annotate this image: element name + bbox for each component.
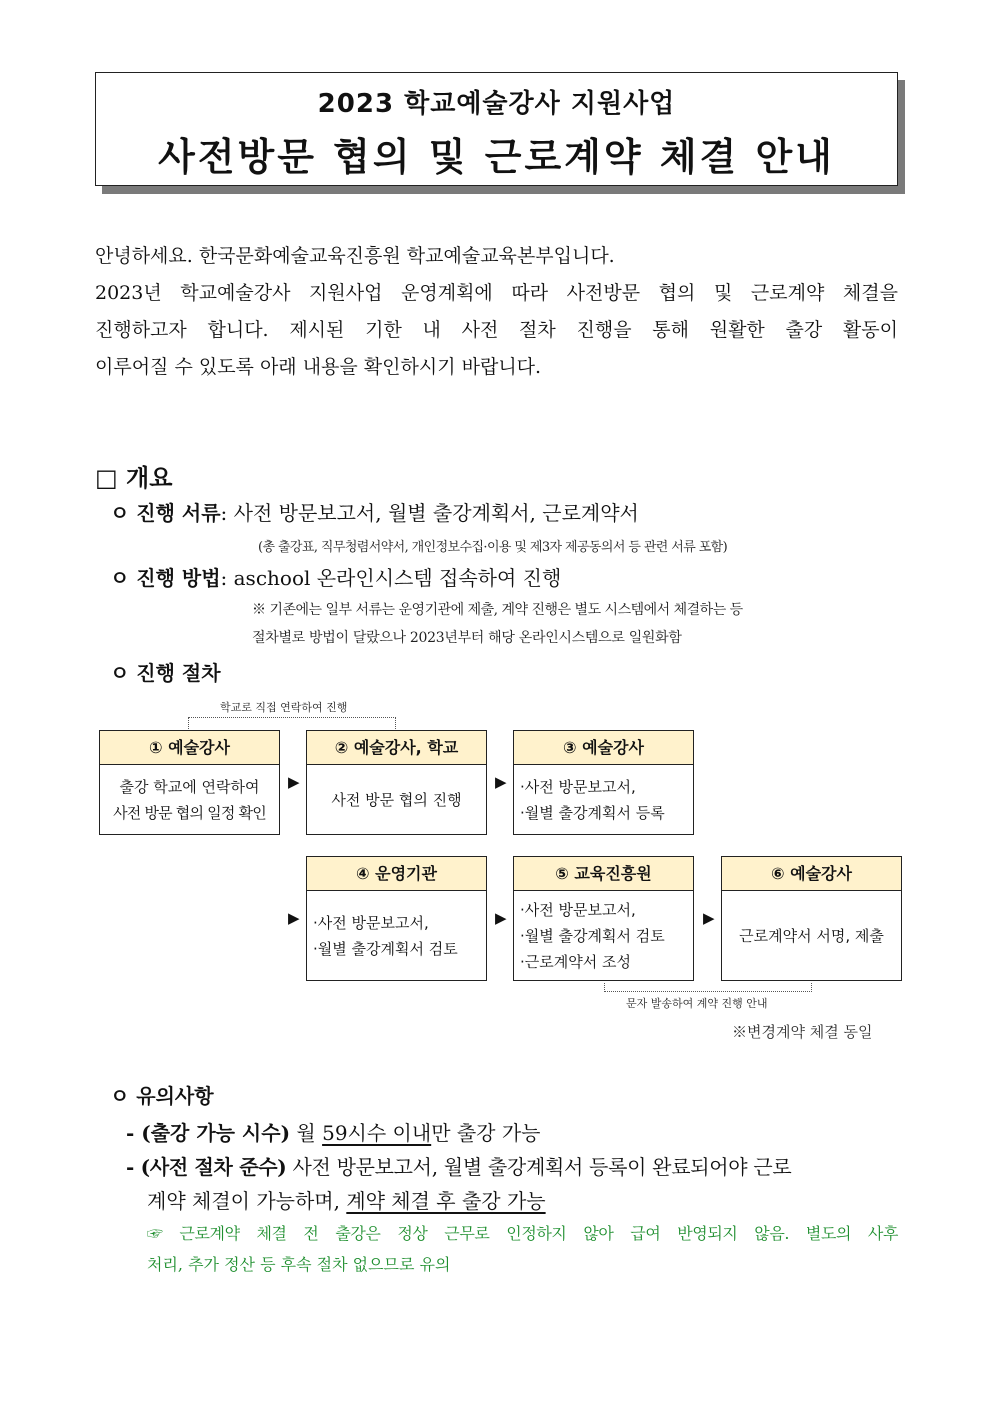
- warning-line-1: ☞ 근로계약 체결 전 출강은 정상 근무로 인정하지 않아 급여 반영되지 않음. 별도의 사후: [147, 1224, 898, 1243]
- note-item-1: [126, 1117, 541, 1146]
- step-1-body: [100, 765, 279, 834]
- flow-footnote: ※변경계약 체결 동일: [732, 1023, 873, 1041]
- step-5-box: [513, 856, 694, 981]
- note-item-2-text: 사전 방문보고서, 월별 출강계획서 등록이 완료되어야 근로: [286, 1155, 792, 1179]
- step-1-line-1: 출강 학교에 연락하여: [119, 777, 260, 796]
- note-item-1-post: 만 출강 가능: [431, 1121, 541, 1145]
- warning-note: [147, 1218, 898, 1280]
- intro-line2: 2023년 학교예술강사 지원사업 운영계획에 따라 사전방문 협의 및 근로계약 체결을: [95, 282, 898, 304]
- step-4-box: [306, 856, 487, 981]
- step-6-line-1: 근로계약서 서명, 제출: [739, 926, 884, 945]
- step-5-line-1: ·사전 방문보고서,: [520, 900, 636, 919]
- method-note-2: 절차별로 방법이 달랐으나 2023년부터 해당 온라인시스템으로 일원화함: [252, 630, 682, 646]
- arrow-2-3: ▶: [495, 773, 507, 791]
- overview-heading: □ 개요: [95, 464, 173, 492]
- step-3-box: [513, 730, 694, 835]
- arrow-4-5: ▶: [495, 909, 507, 927]
- step-5-line-3: ·근로계약서 조성: [520, 952, 631, 971]
- step-1-box: [99, 730, 280, 835]
- step-4-body: [307, 891, 486, 980]
- arrow-5-6: ▶: [703, 909, 715, 927]
- note-item-1-underline: 59시수 이내: [322, 1121, 432, 1145]
- bracket-top: [188, 717, 396, 729]
- process-bullet: [110, 657, 221, 686]
- step-4-header: ④ 운영기관: [307, 857, 486, 891]
- docs-label: ㅇ 진행 서류: [110, 501, 221, 525]
- step-1-line-2: 사전 방문 협의 일정 확인: [113, 803, 266, 822]
- step-5-header: ⑤ 교육진흥원: [514, 857, 693, 891]
- title-box: [95, 72, 898, 186]
- step-2-header: ② 예술강사, 학교: [307, 731, 486, 765]
- warning-line-2: 처리, 추가 정산 등 후속 절차 없으므로 유의: [147, 1255, 451, 1274]
- note-item-2-label: - (사전 절차 준수): [126, 1155, 287, 1179]
- docs-note: (총 출강표, 직무청렴서약서, 개인정보수집·이용 및 제3자 제공동의서 등 관련 서류 포함): [258, 540, 728, 555]
- step-4-line-2: ·월별 출강계획서 검토: [313, 939, 458, 958]
- step-3-line-2: ·월별 출강계획서 등록: [520, 803, 665, 822]
- arrow-1-2: ▶: [288, 773, 300, 791]
- method-label: ㅇ 진행 방법: [110, 566, 221, 590]
- title-line1: 2023 학교예술강사 지원사업: [317, 89, 676, 119]
- note-item-2: [126, 1151, 898, 1180]
- step-6-body: [722, 891, 901, 980]
- step-6-header: ⑥ 예술강사: [722, 857, 901, 891]
- arrow-to-4: ▶: [288, 909, 300, 927]
- method-value: : aschool 온라인시스템 접속하여 진행: [220, 566, 562, 590]
- note-item-1-label: - (출강 가능 시수): [126, 1121, 291, 1145]
- intro-paragraph: [95, 238, 898, 386]
- docs-value: : 사전 방문보고서, 월별 출강계획서, 근로계약서: [220, 501, 639, 525]
- step-1-header: ① 예술강사: [100, 731, 279, 765]
- note-item-1-pre: 월: [290, 1121, 323, 1145]
- docs-bullet: [110, 497, 639, 526]
- notes-heading: ㅇ 유의사항: [110, 1084, 214, 1108]
- step-4-line-1: ·사전 방문보고서,: [313, 913, 429, 932]
- bracket-bottom: [604, 983, 812, 992]
- step-3-body: [514, 765, 693, 834]
- intro-line1: 안녕하세요. 한국문화예술교육진흥원 학교예술교육본부입니다.: [95, 245, 615, 267]
- intro-line3: 진행하고자 합니다. 제시된 기한 내 사전 절차 진행을 통해 원활한 출강 활동이: [95, 319, 898, 341]
- step-5-body: [514, 891, 693, 980]
- process-label: ㅇ 진행 절차: [110, 661, 221, 685]
- note-item-2-line2-underline: 계약 체결 후 출강 가능: [346, 1189, 546, 1213]
- step-2-box: [306, 730, 487, 835]
- intro-line4: 이루어질 수 있도록 아래 내용을 확인하시기 바랍니다.: [95, 356, 542, 378]
- method-bullet: [110, 562, 561, 591]
- bracket-bottom-label: 문자 발송하여 계약 진행 안내: [626, 997, 768, 1010]
- step-6-box: [721, 856, 902, 981]
- step-2-body: [307, 765, 486, 834]
- step-3-header: ③ 예술강사: [514, 731, 693, 765]
- note-item-2-line2-pre: 계약 체결이 가능하며,: [147, 1189, 347, 1213]
- method-note-1: ※ 기존에는 일부 서류는 운영기관에 제출, 계약 진행은 별도 시스템에서 체결하는 등: [252, 602, 743, 618]
- step-2-line-1: 사전 방문 협의 진행: [331, 790, 462, 809]
- bracket-top-label: 학교로 직접 연락하여 진행: [220, 701, 348, 714]
- note-item-2-line2: [147, 1185, 546, 1214]
- step-5-line-2: ·월별 출강계획서 검토: [520, 926, 665, 945]
- step-3-line-1: ·사전 방문보고서,: [520, 777, 636, 796]
- page-title: 사전방문 협의 및 근로계약 체결 안내: [158, 135, 835, 179]
